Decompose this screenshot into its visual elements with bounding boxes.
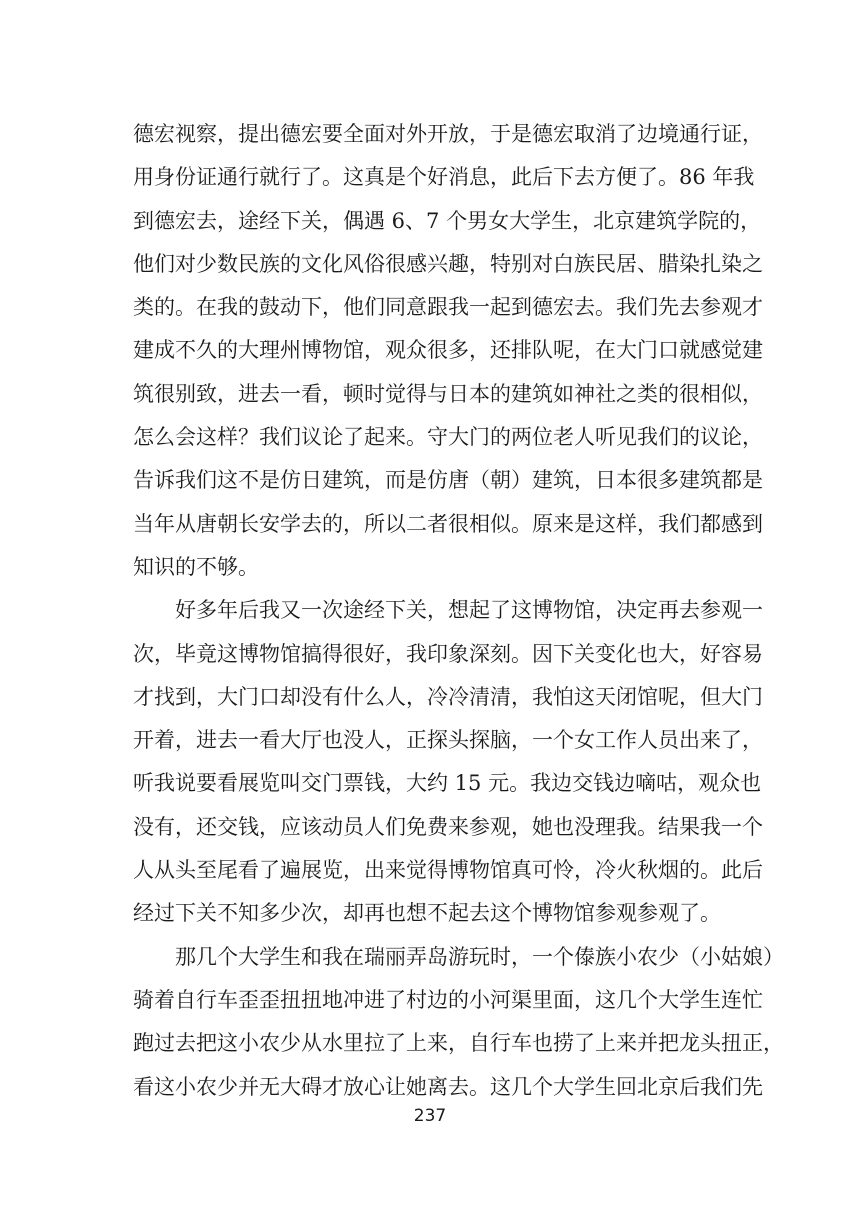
- text-line: 骑着自行车歪歪扭扭地冲进了村边的小河渠里面，这几个大学生连忙: [133, 987, 763, 1012]
- text-line: 那几个大学生和我在瑞丽弄岛游玩时，一个傣族小农少（小姑娘）: [175, 944, 784, 969]
- text-line: 看这小农少并无大碍才放心让她离去。这几个大学生回北京后我们先: [133, 1074, 763, 1099]
- text-line: 次，毕竟这博物馆搞得很好，我印象深刻。因下关变化也大，好容易: [133, 641, 763, 666]
- text-line: 跑过去把这小农少从水里拉了上来，自行车也捞了上来并把龙头扭正，: [133, 1031, 784, 1056]
- text-line: 告诉我们这不是仿日建筑，而是仿唐（朝）建筑，日本很多建筑都是: [133, 468, 763, 493]
- text-line: 建成不久的大理州博物馆，观众很多，还排队呢，在大门口就感觉建: [133, 338, 763, 363]
- text-line: 开着，进去一看大厅也没人，正探头探脑，一个女工作人员出来了，: [133, 728, 763, 753]
- text-line: 听我说要看展览叫交门票钱，大约 15 元。我边交钱边嘀咕，观众也: [133, 771, 762, 796]
- body-text: [133, 113, 784, 1109]
- text-line: 没有，还交钱，应该动员人们免费来参观，她也没理我。结果我一个: [133, 814, 763, 839]
- text-line: 经过下关不知多少次，却再也想不起去这个博物馆参观参观了。: [133, 901, 721, 926]
- text-line: 到德宏去，途经下关，偶遇 6、7 个男女大学生，北京建筑学院的，: [133, 208, 762, 233]
- text-line: 知识的不够。: [133, 554, 259, 579]
- text-line: 筑很别致，进去一看，顿时觉得与日本的建筑如神社之类的很相似，: [133, 381, 763, 406]
- text-line: 人从头至尾看了遍展览，出来觉得博物馆真可怜，冷火秋烟的。此后: [133, 858, 763, 883]
- text-line: 怎么会这样？我们议论了起来。守大门的两位老人听见我们的议论，: [133, 425, 763, 450]
- text-line: 类的。在我的鼓动下，他们同意跟我一起到德宏去。我们先去参观才: [133, 295, 763, 320]
- text-line: 用身份证通行就行了。这真是个好消息，此后下去方便了。86 年我: [133, 165, 755, 190]
- text-line: 当年从唐朝长安学去的，所以二者很相似。原来是这样，我们都感到: [133, 511, 763, 536]
- text-line: 他们对少数民族的文化风俗很感兴趣，特别对白族民居、腊染扎染之: [133, 251, 763, 276]
- text-line: 才找到，大门口却没有什么人，冷冷清清，我怕这天闭馆呢，但大门: [133, 684, 763, 709]
- text-line: 好多年后我又一次途经下关，想起了这博物馆，决定再去参观一: [175, 598, 763, 623]
- text-line: 德宏视察，提出德宏要全面对外开放，于是德宏取消了边境通行证，: [133, 122, 763, 146]
- page-number: 237: [413, 1106, 447, 1126]
